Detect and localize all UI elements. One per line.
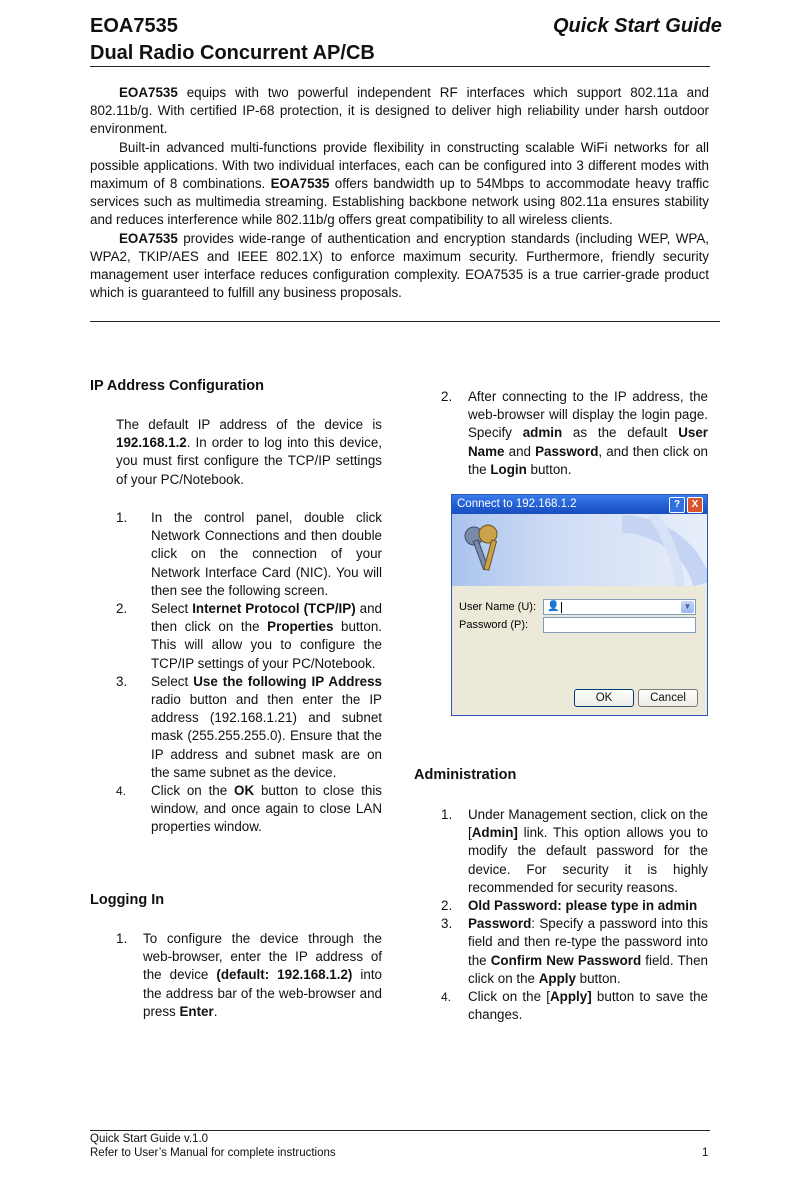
step-text: : Specify a password into this field and then re-type the password into the bbox=[468, 916, 708, 968]
username-field[interactable] bbox=[543, 599, 696, 615]
list-item bbox=[116, 782, 382, 837]
step-text: Click on the [ bbox=[468, 989, 551, 1005]
step-text: button. This will allow you to configure the TCP/IP settings of your PC/Notebook. bbox=[151, 619, 382, 671]
brand-name: EOA7535 bbox=[270, 176, 330, 192]
password-field[interactable] bbox=[543, 617, 696, 633]
page-number: 1 bbox=[702, 1147, 709, 1159]
username-label: User Name (U): bbox=[459, 601, 537, 613]
step-bold: Confirm New Password bbox=[490, 952, 642, 968]
list-item bbox=[116, 509, 382, 600]
list-item bbox=[441, 388, 708, 479]
cancel-button[interactable]: Cancel bbox=[638, 689, 698, 707]
step-text: To configure the device through the web-browser, enter the IP address of the device bbox=[143, 931, 382, 983]
para-text: . In order to log into this device, you must first configure the TCP/IP settings of your PC/Notebook. bbox=[116, 435, 382, 487]
password-label: Password (P): bbox=[459, 619, 529, 631]
intro-rule bbox=[90, 321, 720, 322]
product-subtitle: Dual Radio Concurrent AP/CB bbox=[90, 42, 375, 64]
logging-in-steps-left bbox=[116, 930, 382, 1021]
step-text: link. This option allows you to modify the default password for the device. For security it is highly recommended for security reasons. bbox=[468, 825, 708, 895]
step-number: 2. bbox=[441, 898, 453, 914]
intro-paragraph-1 bbox=[90, 84, 709, 139]
step-bold: Admin] bbox=[471, 825, 518, 841]
para-text: The default IP address of the device is bbox=[116, 417, 382, 432]
step-text: as the default bbox=[562, 425, 679, 441]
step-text: button to close this window, and once again to close LAN properties window. bbox=[151, 783, 382, 835]
keys-icon bbox=[452, 514, 707, 586]
step-number: 2. bbox=[116, 601, 128, 617]
step-number: 2. bbox=[441, 389, 453, 404]
footer-version: Quick Start Guide v.1.0 bbox=[90, 1133, 209, 1145]
step-bold: Properties bbox=[267, 619, 334, 635]
step-bold: Password bbox=[535, 443, 599, 459]
step-text: and bbox=[504, 443, 536, 459]
text-cursor bbox=[561, 602, 562, 613]
list-item bbox=[441, 806, 708, 897]
step-number: 1. bbox=[116, 931, 128, 946]
dialog-title: Connect to 192.168.1.2 bbox=[457, 498, 577, 510]
step-text: In the control panel, double click Network Connections and then double click on the connection of your Network Interface Card (NIC). You will then see the following screen. bbox=[151, 510, 382, 598]
ip-config-heading: IP Address Configuration bbox=[90, 378, 265, 394]
product-name: EOA7535 bbox=[90, 15, 178, 37]
close-button[interactable]: X bbox=[687, 497, 703, 513]
ip-config-steps bbox=[116, 509, 382, 837]
step-bold: Internet Protocol (TCP/IP) bbox=[192, 601, 356, 617]
intro-section bbox=[90, 84, 709, 302]
step-bold: Use the following IP Address bbox=[193, 673, 383, 689]
list-item bbox=[116, 600, 382, 673]
step-bold: Old Password: please type in admin bbox=[468, 898, 698, 914]
step-text: and then click on the bbox=[151, 601, 382, 635]
step-text: , and then click on the bbox=[468, 443, 708, 477]
user-icon: 👤 bbox=[547, 601, 560, 612]
dialog-banner bbox=[452, 514, 707, 586]
footer-note: Refer to User’s Manual for complete instructions bbox=[90, 1147, 336, 1159]
footer-rule bbox=[90, 1130, 710, 1131]
step-text: button. bbox=[526, 461, 572, 477]
step-text: After connecting to the IP address, the web-browser will display the login page. Specify bbox=[468, 389, 708, 441]
step-number: 3. bbox=[116, 673, 128, 689]
intro-paragraph-2 bbox=[90, 139, 709, 230]
login-dialog bbox=[451, 494, 708, 716]
intro-text: equips with two powerful independent RF interfaces which support 802.11a and 802.11b/g. With certified IP-68 protection, it is designed to deliver high reliability under harsh outdoor environment. bbox=[90, 85, 709, 137]
step-bold: Enter bbox=[179, 1003, 214, 1019]
step-bold: User Name bbox=[468, 425, 709, 459]
step-bold: OK bbox=[234, 783, 255, 799]
list-item bbox=[441, 915, 708, 988]
intro-paragraph-3 bbox=[90, 230, 709, 303]
step-text: Click on the bbox=[151, 783, 235, 799]
step-number: 4. bbox=[116, 784, 127, 799]
list-item bbox=[116, 673, 382, 782]
help-button[interactable]: ? bbox=[669, 497, 685, 513]
intro-text: Built-in advanced multi-functions provide flexibility in constructing scalable WiFi networks for all possible applications. With two individual interfaces, each can be configured into 3 different modes with maximum of 8 combinations. bbox=[90, 139, 709, 192]
step-number: 1. bbox=[116, 510, 128, 525]
step-bold: Apply bbox=[538, 970, 576, 986]
administration-heading: Administration bbox=[414, 767, 517, 783]
brand-name: EOA7535 bbox=[119, 230, 178, 246]
list-item bbox=[116, 930, 382, 1021]
step-text: . bbox=[213, 1003, 218, 1019]
logging-in-steps-right bbox=[441, 388, 708, 479]
step-text: radio button and then enter the IP address (192.168.1.21) and subnet mask (255.255.255.0). Ensure that the IP address and subnet mask are on the same subnet as the device. bbox=[151, 692, 382, 780]
step-text: Under Management section, click on the [ bbox=[468, 807, 708, 841]
step-bold: (default: 192.168.1.2) bbox=[216, 967, 353, 983]
step-number: 3. bbox=[441, 916, 453, 932]
step-number: 4. bbox=[441, 990, 452, 1005]
step-text: button. bbox=[575, 970, 621, 986]
step-text: Select bbox=[151, 601, 193, 617]
step-text: into the address bar of the web-browser and press bbox=[143, 967, 382, 1019]
chevron-down-icon[interactable]: ▼ bbox=[681, 601, 694, 613]
header-rule bbox=[90, 66, 710, 67]
intro-text: offers bandwidth up to 54Mbps to accommodate heavy traffic services such as multimedia streaming. Establishing backbone network using 802.11a ensures stability and reduces interference while 802.11b/g offers great compatibility to all wireless clients. bbox=[90, 176, 709, 228]
dialog-title-bar bbox=[452, 495, 707, 514]
step-text: Select bbox=[151, 673, 194, 689]
guide-title: Quick Start Guide bbox=[553, 15, 722, 37]
step-bold: Password bbox=[468, 916, 532, 932]
brand-name: EOA7535 bbox=[119, 85, 178, 100]
step-text: button to save the changes. bbox=[468, 989, 708, 1023]
administration-steps bbox=[441, 806, 708, 1024]
step-bold: Apply] bbox=[550, 989, 592, 1005]
intro-text: provides wide-range of authentication and encryption standards (including WEP, WPA, WPA2, TKIP/AES and IEEE 802.1X) to enforce maximum security. Furthermore, friendly security management user interface reduces configuration complexity. EOA7535 is a true carrier-grade product which is guaranteed to fulfill any business proposals. bbox=[90, 230, 709, 301]
default-ip: 192.168.1.2 bbox=[116, 435, 187, 451]
ok-button[interactable]: OK bbox=[574, 689, 634, 707]
list-item bbox=[441, 988, 708, 1024]
logging-in-heading: Logging In bbox=[90, 892, 165, 908]
list-item bbox=[441, 897, 708, 915]
step-bold: Login bbox=[490, 461, 527, 477]
step-bold: admin bbox=[522, 425, 563, 441]
ip-config-intro bbox=[116, 416, 382, 489]
step-text: field. Then click on the bbox=[468, 952, 708, 986]
step-number: 1. bbox=[441, 807, 453, 822]
